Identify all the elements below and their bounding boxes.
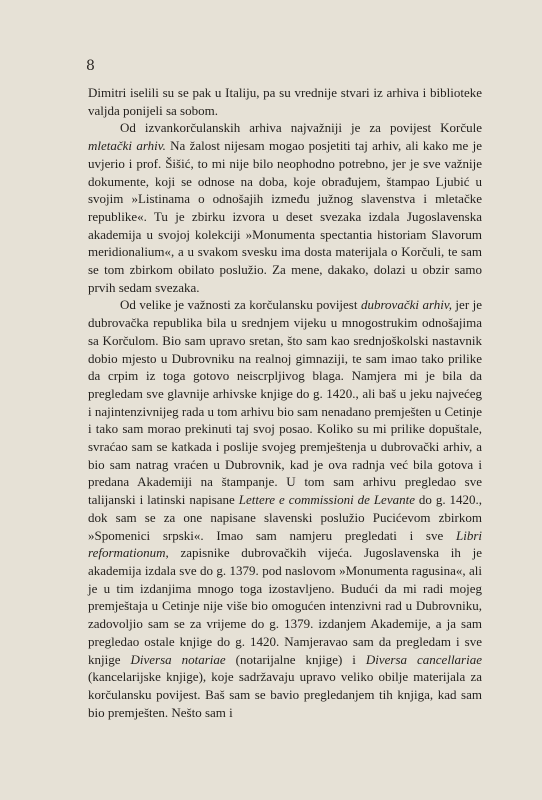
text-run: Dimitri iselili su se pak u Italiju, pa su vrednije stvari iz arhiva i biblioteke valjda ponijeli sa sobom. — [88, 85, 482, 118]
italic-title: Diversa notariae — [130, 651, 226, 667]
text-run: zapisnike dubrovačkih vijeća. Jugoslavenska ih je akademija izdala sve do g. 1379. pod naslovom »Monumenta ragusina«, ali je u tim izdanjima mnogo toga izostavljeno. Budući da mi radi mojeg premještaja u Cetinje nije više bio omogućen intenzivni rad u Dubrovniku, zadovoljio sam se za vrijeme do g. 1379. izdanjem Akademije, a ja sam pregledao ostale knjige do g. 1420. Namjeravao sam da pregledam i sve knjige — [88, 545, 482, 667]
italic-title: mletački arhiv. — [88, 138, 166, 154]
italic-title: Lettere e commissioni de Levante — [238, 492, 415, 508]
italic-title: Diversa cancellariae — [365, 651, 482, 667]
text-run: Od velike je važnosti za korčulansku povijest — [120, 297, 361, 313]
text-run: jer je dubrovačka republika bila u srednjem vijeku u mnogostrukim odnošajima sa Korčulom. Bio sam upravo sretan, što sam kao srednjoškolski nastavnik dobio mjesto u Dubrovniku na realnoj gimnaziji, te sam imao tako prilike da crpim iz toga gotovo neiscrpljivog blaga. Namjera mi je bila da pregledam sve glavnije arhivske knjige do g. 1420., ali baš u jeku najvećeg i najintenzivnijeg rada u tom arhivu bio sam nenadano premješten u Cetinje i tako sam morao prekinuti taj svoj posao. Koliko su mi prilike dopuštale, svraćao sam se katkada i poslije svojeg premještenja u dubrovački arhiv, a bio sam natrag vraćen u Dubrovnik, kad je ova radnja već bila gotova i predana Akademiji na štampanje. U tom sam arhivu pregledao sve talijanski i latinski napisane — [88, 297, 483, 508]
text-run: (notarijalne knjige) i — [225, 651, 366, 667]
paragraph — [88, 119, 482, 296]
text-run: do g. 1420., dok sam se za one napisane slavenski poslužio Pucićevom zbirkom »Spomenici srpski«. Imao sam namjeru pregledati i sve — [88, 492, 482, 543]
paragraph — [88, 84, 482, 119]
body-text — [88, 84, 482, 721]
text-run: Od izvankorčulanskih arhiva najvažniji je za povijest Korčule — [120, 120, 482, 136]
text-run: Na žalost nijesam mogao posjetiti taj arhiv, ali kako me je uvjerio i prof. Šišić, to mi nije bilo neophodno potrebno, jer je sve važnije dokumente, koji se odnose na doba, koje obrađujem, štampao Ljubić u svojim »Listinama o odnošajih između južnog slavenstva i mletačke republike«. Tu je zbirku izvora u deset svezaka izdala Jugoslavenska akademija u svojoj kolekciji »Monumenta spectantia historiam Slavorum meridionalium«, a u svakom svesku ima dosta materijala o Korčuli, te sam se tom zbirkom obilato poslužio. Za mene, dakako, dolazi u obzir samo prvih sedam svezaka. — [88, 138, 483, 295]
text-run: (kancelarijske knjige), koje sadržavaju upravo veliko obilje materijala za korčulansku povijest. Baš sam se bavio pregledanjem tih knjiga, kad sam bio premješten. Nešto sam i — [88, 669, 482, 720]
italic-title: Libri reformationum, — [88, 527, 482, 561]
paragraph — [88, 296, 482, 721]
page-number: 8 — [86, 58, 95, 74]
italic-title: dubrovački arhiv, — [360, 297, 452, 313]
